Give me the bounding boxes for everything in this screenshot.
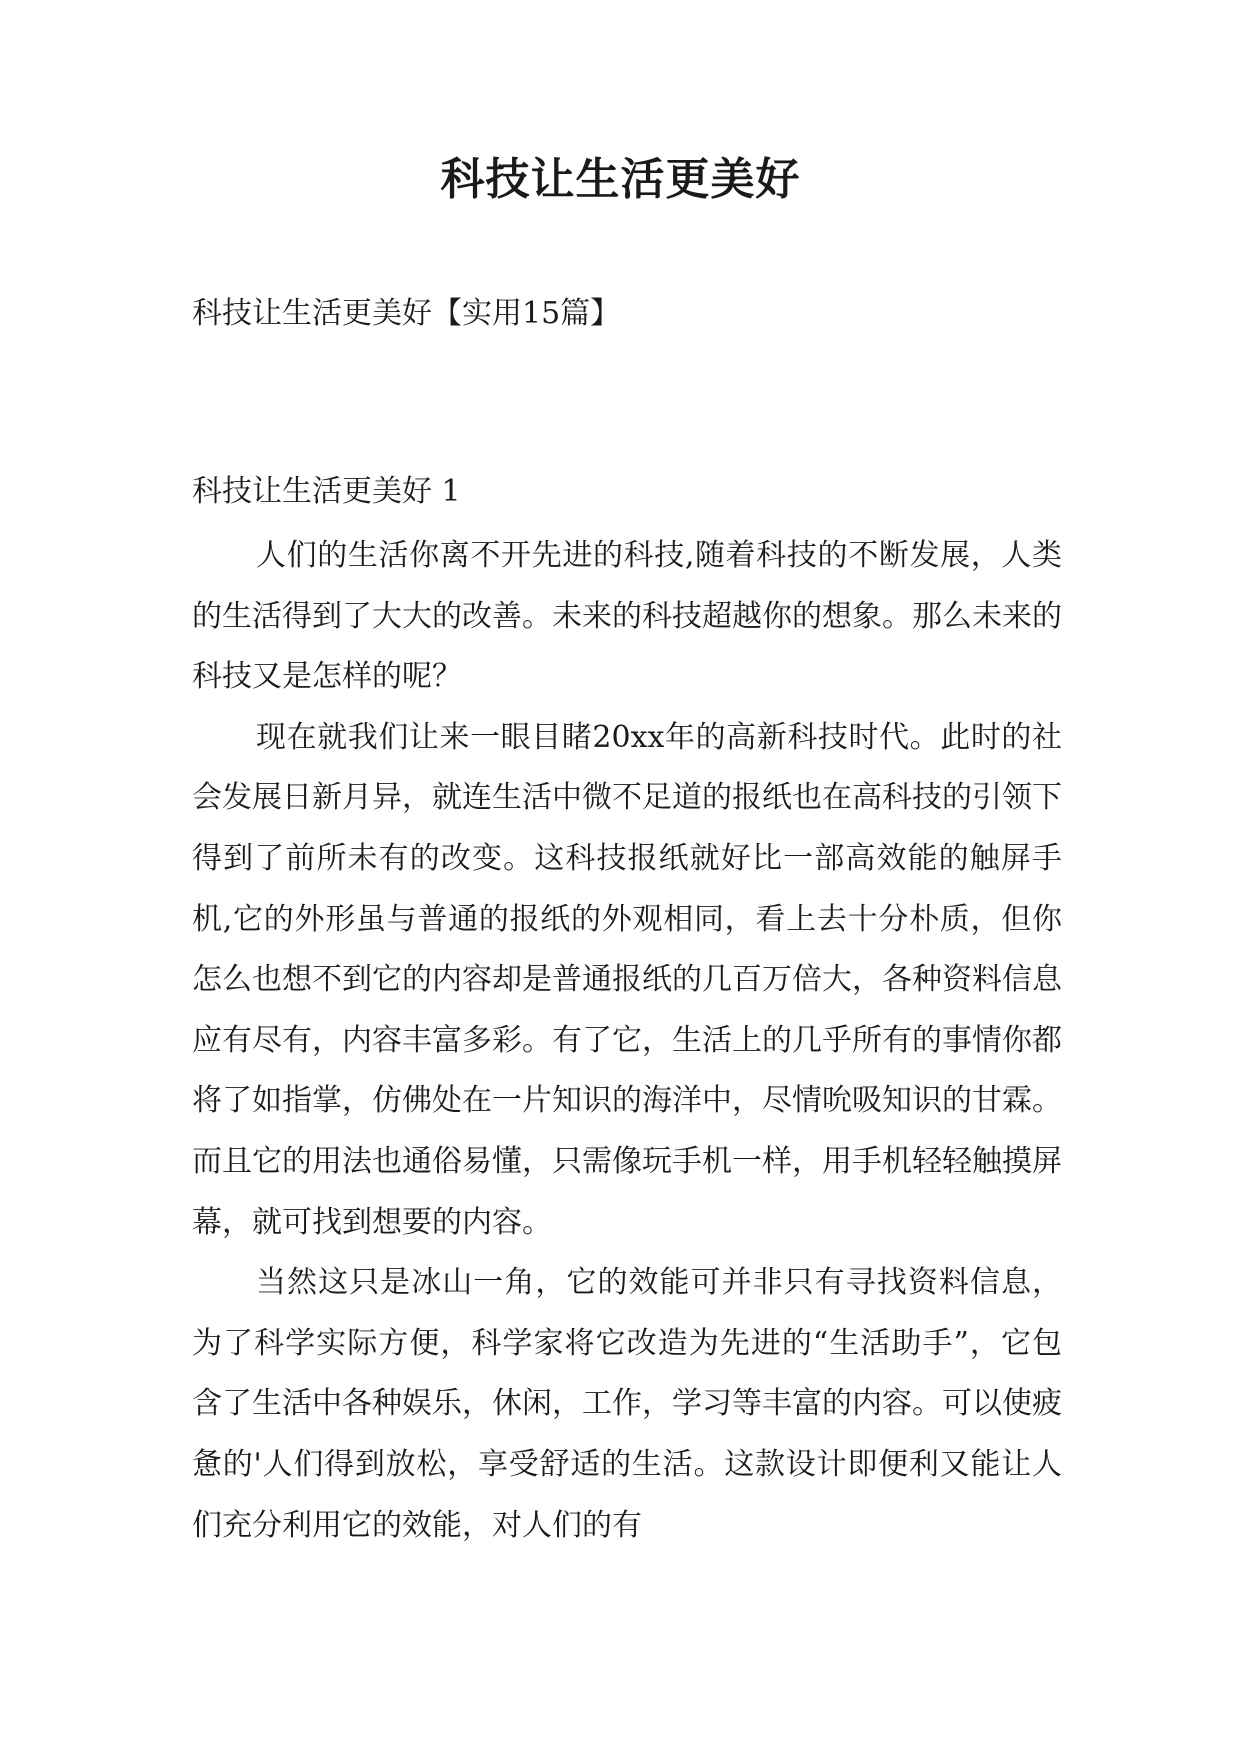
document-title: 科技让生活更美好	[440, 154, 801, 205]
section-heading: 科技让生活更美好 1	[192, 474, 461, 509]
paragraph-3: 当然这只是冰山一角，它的效能可并非只有寻找资料信息，为了科学实际方便，科学家将它改造为先进的“生活助手”，它包含了生活中各种娱乐，休闲，工作，学习等丰富的内容。可以使疲惫的'人们得到放松，享受舒适的生活。这款设计即便利又能让人们充分利用它的效能，对人们的有	[192, 1265, 1062, 1543]
paragraph-2: 现在就我们让来一眼目睹20xx年的高新科技时代。此时的社会发展日新月异，就连生活中微不足道的报纸也在高科技的引领下得到了前所未有的改变。这科技报纸就好比一部高效能的触屏手机,它的外形虽与普通的报纸的外观相同，看上去十分朴质，但你怎么也想不到它的内容却是普通报纸的几百万倍大，各种资料信息应有尽有，内容丰富多彩。有了它，生活上的几乎所有的事情你都将了如指掌，仿佛处在一片知识的海洋中，尽情吮吸知识的甘霖。而且它的用法也通俗易懂，只需像玩手机一样，用手机轻轻触摸屏幕，就可找到想要的内容。	[192, 719, 1062, 1240]
paragraph-1: 人们的生活你离不开先进的科技,随着科技的不断发展，人类的生活得到了大大的改善。未来的科技超越你的想象。那么未来的科技又是怎样的呢？	[192, 538, 1062, 695]
document-subtitle: 科技让生活更美好【实用15篇】	[192, 296, 621, 331]
article-body	[192, 526, 1062, 1556]
